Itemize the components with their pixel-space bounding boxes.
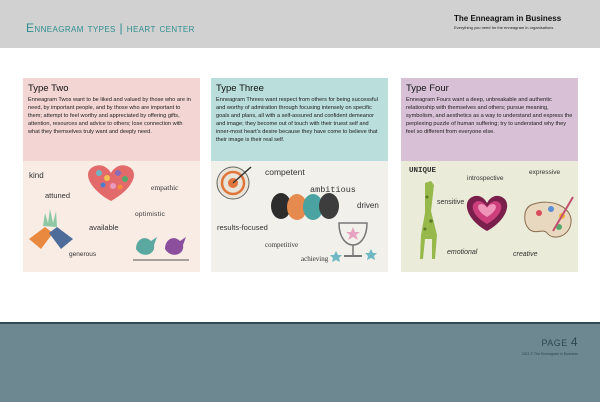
- word-optimistic: optimistic: [135, 211, 166, 218]
- card-title: Type Two: [28, 83, 69, 94]
- birds-icon: [133, 237, 189, 260]
- giraffe-icon: [420, 181, 437, 259]
- word-available: available: [89, 223, 119, 232]
- footer-bar: [0, 322, 600, 402]
- heart-illustration: [23, 161, 200, 272]
- word-art: [401, 161, 578, 272]
- copyright: 2021 © The Enneagram in Business: [521, 352, 578, 356]
- page-title: Enneagram types | heart center: [26, 21, 195, 35]
- card-body: Enneagram Twos want to be liked and valued by those who are in need, by important people, and by those who are important to them; attempt to feel worthy and appreciated by offering gifts, attention, resources and advice to others; lose connection with what they themselves truly want and deeply need.: [28, 97, 191, 135]
- brand-block: [454, 14, 574, 30]
- word-art: [211, 161, 388, 272]
- trophy-icon: [330, 223, 377, 262]
- word-kind: kind: [29, 171, 44, 180]
- word-achieving: achieving: [301, 255, 329, 263]
- masks-icon: [271, 193, 339, 220]
- word-driven: driven: [357, 201, 379, 210]
- card-type-three: [211, 78, 388, 272]
- palette-icon: [525, 197, 573, 237]
- hands-icon: [29, 209, 73, 249]
- word-competitive: competitive: [265, 241, 299, 249]
- word-generous: generous: [69, 251, 97, 258]
- word-ambitious: ambitious: [310, 185, 356, 195]
- word-results-focused: results-focused: [217, 223, 268, 232]
- target-icon: [217, 167, 251, 199]
- page-indicator: [541, 335, 578, 349]
- card-title: Type Three: [216, 83, 264, 94]
- brand-tagline: Everything you need for the enneagram in organisations: [454, 25, 554, 30]
- word-unique: UNIQUE: [409, 167, 437, 175]
- header-bar: [0, 0, 600, 48]
- achievement-illustration: [211, 161, 388, 272]
- word-creative: creative: [513, 251, 538, 258]
- layered-heart-icon: [467, 196, 507, 231]
- brand-name: The Enneagram in Business: [454, 14, 562, 23]
- card-type-four: [401, 78, 578, 272]
- page-number: 4: [570, 335, 578, 349]
- card-title: Type Four: [406, 83, 449, 94]
- word-art: [23, 161, 200, 272]
- mosaic-heart-icon: [88, 165, 134, 201]
- card-body: Enneagram Threes want respect from others for being successful and worthy of admiration through focusing intensely on specific goals and plans, all with a self-assured and confident demeanor and image; they become out of touch with their truest self and inner-most heart’s desire because they have come to believe that their image is their real self.: [216, 97, 378, 143]
- word-attuned: attuned: [45, 191, 71, 200]
- word-emotional: emotional: [447, 249, 478, 256]
- page-label: PAGE: [541, 338, 568, 348]
- card-body: Enneagram Fours want a deep, unbreakable and authentic relationship with themselves and others; pursue meaning, symbolism, and aesthetics as a way to understand and express the perplexing puzzle of human suffering; try to understand why they feel so different from everyone else.: [406, 97, 573, 135]
- word-sensitive: sensitive: [437, 199, 465, 206]
- word-introspective: introspective: [467, 175, 504, 182]
- word-expressive: expressive: [529, 169, 561, 176]
- word-empathic: empathic: [151, 183, 179, 192]
- word-competent: competent: [265, 167, 305, 177]
- card-type-two: [23, 78, 200, 272]
